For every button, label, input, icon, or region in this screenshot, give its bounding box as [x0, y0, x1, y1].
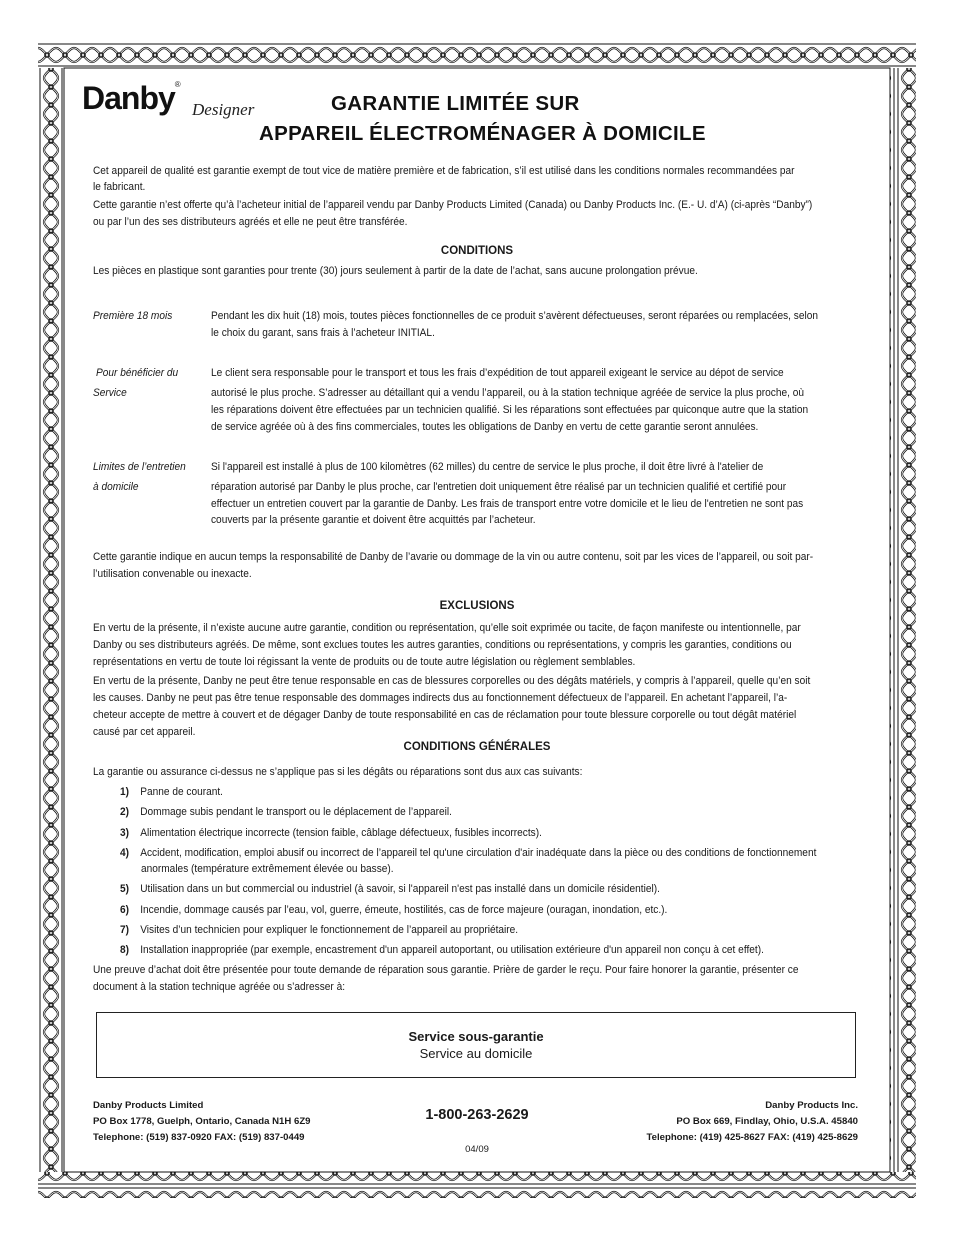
revision-date: 04/09: [465, 1144, 489, 1155]
intro-line-1: Cet appareil de qualité est garantie exempt de tout vice de matière première et de fabrication, s’il est utilisé dans les conditions normales recommandées par: [93, 165, 795, 177]
list-item: [120, 902, 667, 919]
exclusions-heading: EXCLUSIONS: [439, 600, 515, 612]
toll-free-phone: 1-800-263-2629: [425, 1107, 529, 1123]
list-item: [120, 825, 542, 842]
condition-label-service: Pour bénéficier du: [96, 367, 179, 379]
proof-of-purchase-line-1: Une preuve d’achat doit être présentée pour toute demande de réparation sous garantie. Prière de garder le reçu. Pour faire honorer la garantie, présenter ce: [93, 964, 799, 976]
condition-text-line: couverts par la présente garantie et doivent être acquittés par l’acheteur.: [211, 514, 536, 526]
condition-text-line: les réparations doivent être effectuées par un technicien qualifié. Si les réparations sont effectuées par quiconque autre que la station: [211, 404, 809, 416]
list-item-text: Installation inappropriée (par exemple, encastrement d'un appareil autoportant, ou utilisation extérieure d'un appareil non conçu à cet effet).: [140, 944, 764, 956]
usa-address: [558, 1098, 858, 1146]
wine-clause-line-1: Cette garantie indique en aucun temps la responsabilité de Danby de l’avarie ou dommage de la vin ou autre contenu, soit par les vices de l’appareil, ou soit par-: [93, 551, 814, 563]
list-item: [120, 804, 452, 821]
usa-company: Danby Products Inc.: [765, 1100, 858, 1111]
general-conditions-heading: CONDITIONS GÉNÉRALES: [403, 741, 551, 753]
list-item-text: Incendie, dommage causés par l’eau, vol, guerre, émeute, hostilités, cas de force majeure (ouragan, inondation, etc.).: [140, 904, 668, 916]
list-item-text: Accident, modification, emploi abusif ou incorrect de l’appareil tel qu'une circulation d'air inadéquate dans la pièce ou des conditions de fonctionnement: [140, 847, 817, 859]
usa-po-box: PO Box 669, Findlay, Ohio, U.S.A. 45840: [676, 1116, 858, 1127]
list-item-number: 4): [120, 847, 129, 859]
list-item: [120, 881, 660, 898]
exclusions-line: En vertu de la présente, Danby ne peut être tenue responsable en cas de blessures corporelles ou des dégâts matériels, y compris à l’appareil, quelle qu’en soit: [93, 675, 811, 687]
condition-text-line: de service agréée où à des fins commerciales, toutes les obligations de Danby en vertu de cette garantie seront annulées.: [211, 421, 759, 433]
list-item: [120, 922, 518, 939]
general-conditions-intro: La garantie ou assurance ci-dessus ne s’applique pas si les dégâts ou réparations sont dus aux cas suivants:: [93, 766, 583, 778]
canada-company: Danby Products Limited: [93, 1100, 204, 1111]
danby-logo: [82, 80, 181, 117]
page-title-line1: GARANTIE LIMITÉE SUR: [331, 92, 580, 115]
list-item-text: Utilisation dans un but commercial ou industriel (à savoir, si l'appareil n'est pas installé dans un domicile résidentiel).: [140, 883, 660, 895]
condition-text-line: Pendant les dix huit (18) mois, toutes pièces fonctionnelles de ce produit s’avèrent défectueuses, seront réparées ou remplacées, selon: [211, 310, 818, 322]
list-item: [120, 942, 764, 959]
wine-clause-line-2: l’utilisation convenable ou inexacte.: [93, 568, 252, 580]
condition-label-service-2: Service: [93, 387, 127, 399]
registered-mark: ®: [174, 80, 181, 89]
page-title-line2: APPAREIL ÉLECTROMÉNAGER À DOMICILE: [259, 122, 706, 145]
list-item-number: 5): [120, 883, 129, 895]
logo-wordmark: Danby: [82, 80, 175, 116]
list-item-number: 2): [120, 806, 129, 818]
list-item-text: Dommage subis pendant le transport ou le déplacement de l’appareil.: [140, 806, 452, 818]
intro-line-3: Cette garantie n’est offerte qu’à l’acheteur initial de l’appareil vendu par Danby Products Limited (Canada) ou Danby Products Inc. (E.- U. d’A) (ci-après “Danby”): [93, 199, 813, 211]
list-item-number: 7): [120, 924, 129, 936]
list-item-number: 1): [120, 786, 129, 798]
condition-text-line: Le client sera responsable pour le transport et tous les frais d’expédition de tout appareil exigeant le service au dépot de service: [211, 367, 784, 379]
exclusions-line: les causes. Danby ne peut pas être tenue responsable des dommages indirects dus au fonctionnement défectueux de l’appareil. En achetant l’appareil, l’a-: [93, 692, 788, 704]
list-item: [120, 784, 223, 801]
list-item-text: Alimentation électrique incorrecte (tension faible, câblage défectueux, fusibles incorrects).: [140, 827, 542, 839]
conditions-heading: CONDITIONS: [440, 245, 514, 257]
list-item-text: Panne de courant.: [140, 786, 223, 798]
exclusions-line: représentations en vertu de toute loi régissant la vente de produits ou de toute autre législation ou règlement semblables.: [93, 656, 636, 668]
canada-po-box: PO Box 1778, Guelph, Ontario, Canada N1H 6Z9: [93, 1116, 311, 1127]
condition-text-line: autorisé le plus proche. S’adresser au détaillant qui a vendu l’appareil, ou à la station technique agréée de service la plus proche, où: [211, 387, 804, 399]
plastic-parts-text: Les pièces en plastique sont garanties pour trente (30) jours seulement à partir de la date de l’achat, sans aucune prolongation prévue.: [93, 265, 698, 277]
exclusions-line: causé par cet appareil.: [93, 726, 196, 738]
intro-line-2: le fabricant.: [93, 181, 146, 193]
condition-label-home: Limites de l’entretien: [93, 461, 186, 473]
condition-text-line: le choix du garant, sans frais à l’acheteur INITIAL.: [211, 327, 435, 339]
condition-label-18-months: Première 18 mois: [93, 310, 173, 322]
intro-line-4: ou par l’un des ses distributeurs agréés et elle ne peut être transférée.: [93, 216, 408, 228]
condition-text-line: effectuer un entretien couvert par la garantie de Danby. Les frais de transport entre votre domicile et le lieu de l'entretien ne sont pas: [211, 498, 804, 510]
list-item-number: 8): [120, 944, 129, 956]
canada-telephone: Telephone: (519) 837-0920 FAX: (519) 837-0449: [93, 1132, 305, 1143]
exclusions-line: En vertu de la présente, il n’existe aucune autre garantie, condition ou représentation, qu’elle soit exprimée ou tacite, de façon manifeste ou intentionnelle, par: [93, 622, 801, 634]
service-box: [96, 1012, 856, 1078]
exclusions-line: Danby ou ses distributeurs agréés. De même, sont exclues toutes les autres garanties, conditions ou représentations, y compris les garanties, conditions ou: [93, 639, 792, 651]
service-subtitle: Service au domicile: [419, 1046, 533, 1061]
list-item: [120, 845, 856, 862]
list-item-number: 6): [120, 904, 129, 916]
list-item-continuation: anormales (température extrêmement élevée ou basse).: [141, 863, 394, 875]
condition-label-home-2: à domicile: [93, 481, 139, 493]
exclusions-line: cheteur accepte de mettre à couvert et de dégager Danby de toute responsabilité en cas de réclamation pour toute blessure corporelle ou tout dégât matériel: [93, 709, 797, 721]
condition-text-line: Si l'appareil est installé à plus de 100 kilomètres (62 milles) du centre de service le plus proche, il doit être livré à l'atelier de: [211, 461, 764, 473]
logo-designer: Designer: [192, 100, 255, 119]
service-title: Service sous-garantie: [408, 1029, 544, 1044]
proof-of-purchase-line-2: document à la station technique agréée ou s’adresser à:: [93, 981, 346, 993]
usa-telephone: Telephone: (419) 425-8627 FAX: (419) 425-8629: [646, 1132, 858, 1143]
list-item-number: 3): [120, 827, 129, 839]
list-item-text: Visites d’un technicien pour expliquer le fonctionnement de l’appareil au propriétaire.: [140, 924, 519, 936]
condition-text-line: réparation autorisé par Danby le plus proche, car l'entretien doit uniquement être réalisé par un technicien qualifié et certifié pour: [211, 481, 787, 493]
